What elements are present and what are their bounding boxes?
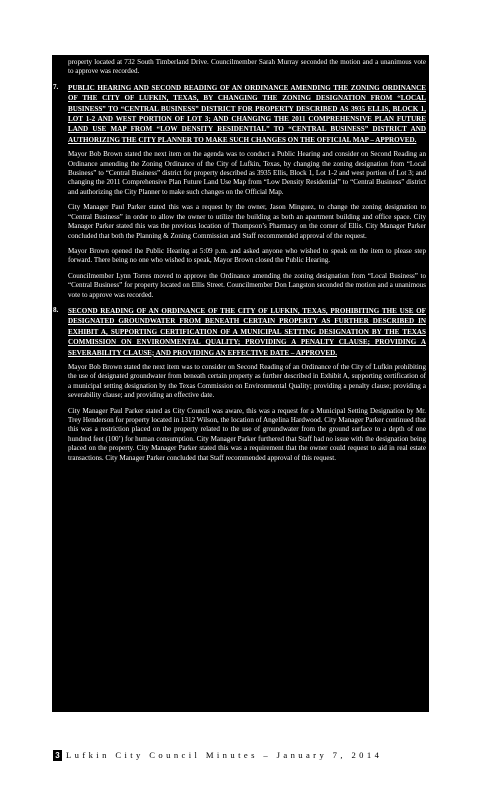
footer-title: Lufkin City Council Minutes – January 7, 2014 (66, 750, 383, 760)
minutes-page (52, 55, 429, 712)
agenda-item-8 (53, 305, 426, 463)
item-paragraph: Mayor Brown opened the Public Hearing at 5:09 p.m. and asked anyone who wished to speak on the item to please step forward. There being no one who wished to speak, Mayor Brown closed the Public Hearing. (68, 246, 426, 265)
item-paragraph: City Manager Paul Parker stated as City Council was aware, this was a request for a Municipal Setting Designation by Mr. Trey Henderson for property located in 1312 Wilson, the location of Angelina Hardwood. City Manager Parker continued that this was a restriction placed on the property related to the use of groundwater from the ground surface to a depth of one hundred feet (100’) for human consumption. City Manager Parker furthered that Staff had no issue with the designation being placed on the property. City Manager Parker stated this was a requirement that the owner could request to aid in real estate transactions. City Manager Parker concluded that Staff recommended approval of this request. (68, 406, 426, 462)
intro-paragraph: property located at 732 South Timberland Drive. Councilmember Sarah Murray seconded the motion and a unanimous vote to approve was recorded. (68, 58, 426, 76)
item-heading: PUBLIC HEARING AND SECOND READING OF AN ORDINANCE AMENDING THE ZONING ORDINANCE OF THE CITY OF LUFKIN, TEXAS, BY CHANGING THE ZONING DESIGNATION FROM “LOCAL BUSINESS” TO “CENTRAL BUSINESS” DISTRICT FOR PROPERTY DESCRIBED AS 3935 ELLIS, BLOCK 1, LOT 1-2 AND WEST PORTION OF LOT 3; AND CHANGING THE 2011 COMPREHENSIVE PLAN FUTURE LAND USE MAP FROM “LOW DENSITY RESIDENTIAL” TO “CENTRAL BUSINESS” DISTRICT AND AUTHORIZING THE CITY PLANNER TO MAKE SUCH CHANGES ON THE OFFICIAL MAP – APPROVED. (68, 83, 426, 144)
item-number: 7. (53, 82, 59, 91)
page-number-badge: 3 (53, 750, 62, 761)
item-paragraph: City Manager Paul Parker stated this was a request by the owner, Jason Minguez, to change the zoning designation to “Central Business” in order to allow the owner to utilize the building as both an apartment building and office space. City Manager Parker stated this was the previous location of Thompson’s Pharmacy on the corner of Ellis. City Manager Parker concluded that both the Planning & Zoning Commission and Staff recommended approval of the request. (68, 203, 426, 240)
page-footer (53, 748, 431, 762)
item-paragraph: Mayor Bob Brown stated the next item on the agenda was to conduct a Public Hearing and consider on Second Reading an Ordinance amending the Zoning Ordinance of the City of Lufkin, Texas, by changing the zoning designation from “Local Business” to “Central Business” district for property described as 3935 Ellis, Block 1, Lot 1-2 and west portion of Lot 3; and changing the 2011 Comprehensive Plan Future Land Use Map from “Low Density Residential” to “Central Business” district and authorizing the City Planner to make such changes on the Official Map. (68, 150, 426, 196)
item-number: 8. (53, 305, 59, 314)
item-heading: SECOND READING OF AN ORDINANCE OF THE CITY OF LUFKIN, TEXAS, PROHIBITING THE USE OF DESIGNATED GROUNDWATER FROM BENEATH CERTAIN PROPERTY AS FURTHER DESCRIBED IN EXHIBIT A, SUPPORTING CERTIFICATION OF A MUNICIPAL SETTING DESIGNATION BY THE TEXAS COMMISSION ON ENVIRONMENTAL QUALITY; PROVIDING A PENALTY CLAUSE; PROVIDING A SEVERABILITY CLAUSE; AND PROVIDING AN EFFECTIVE DATE – APPROVED. (68, 306, 426, 357)
item-paragraph: Mayor Bob Brown stated the next item was to consider on Second Reading of an Ordinance of the City of Lufkin prohibiting the use of designated groundwater from beneath certain property as further described in Exhibit A, supporting certification of a municipal setting designation by the Texas Commission on Environmental Quality; providing a penalty clause; providing a severability clause; and providing an effective date. (68, 362, 426, 400)
agenda-item-7 (53, 82, 426, 300)
item-paragraph: Councilmember Lynn Torres moved to approve the Ordinance amending the zoning designation from “Local Business” to “Central Business” for property located on Ellis Street. Councilmember Don Langston seconded the motion and a unanimous vote to approve was recorded. (68, 271, 426, 299)
